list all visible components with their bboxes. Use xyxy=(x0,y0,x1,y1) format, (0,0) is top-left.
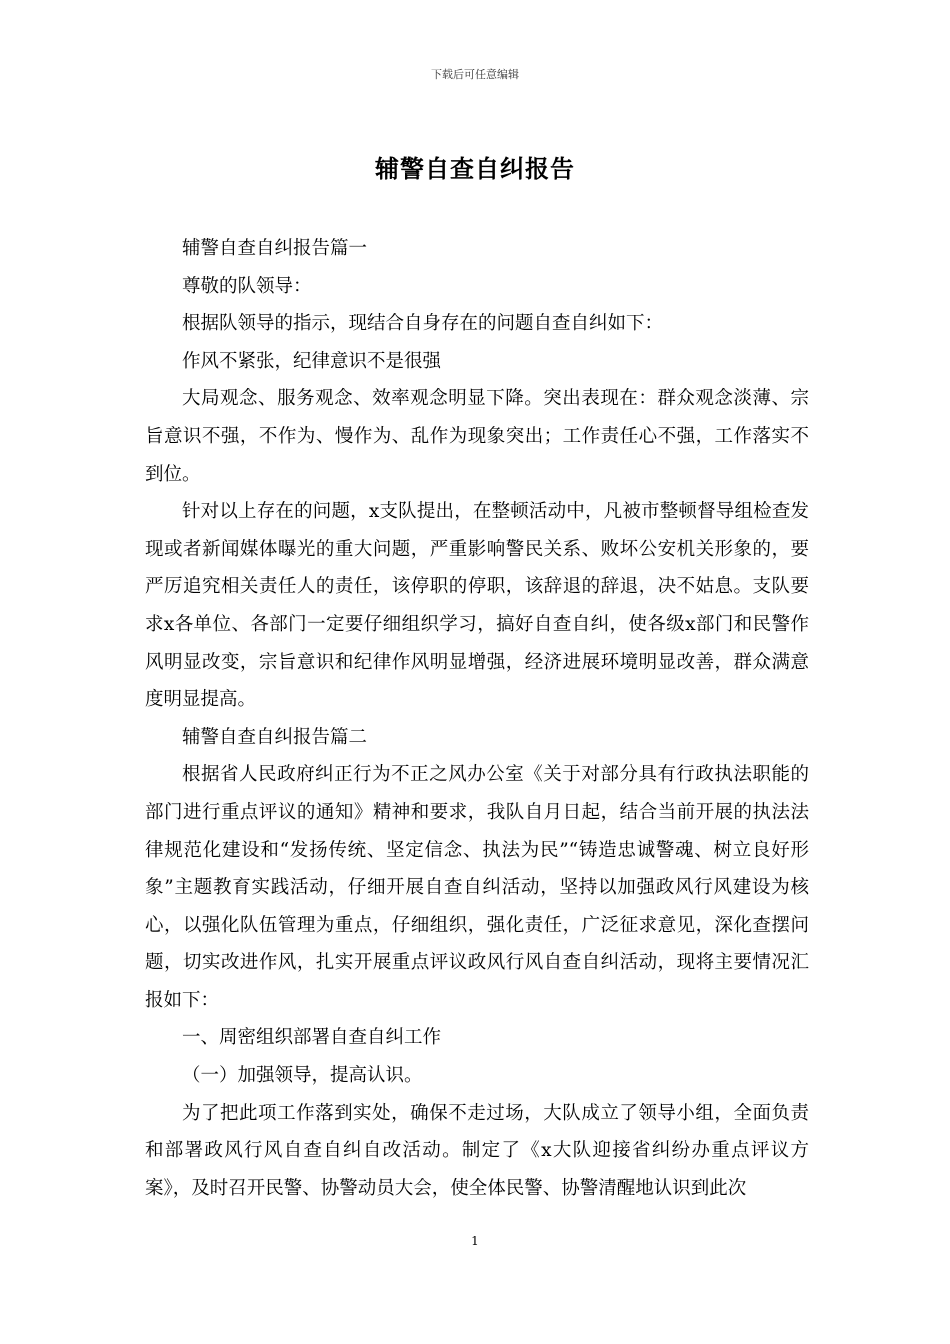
header-note: 下载后可任意编辑 xyxy=(431,68,519,81)
paragraph-leadership: 为了把此项工作落到实处，确保不走过场，大队成立了领导小组，全面负责和部署政风行风自查自纠自改活动。制定了《x大队迎接省纠纷办重点评议方案》，及时召开民警、协警动员大会，使全体民警、协警清醒地认识到此次 xyxy=(145,1102,809,1199)
paragraph-background: 根据省人民政府纠正行为不正之风办公室《关于对部分具有行政执法职能的部门进行重点评议的通知》精神和要求，我队自月日起，结合当前开展的执法法律规范化建设和“发扬传统、坚定信念、执法为民”“铸造忠诚警魂、树立良好形象”主题教育实践活动，仔细开展自查自纠活动，坚持以加强政风行风建设为核心，以强化队伍管理为重点，仔细组织，强化责任，广泛征求意见，深化查摆问题，切实改进作风，扎实开展重点评议政风行风自查自纠活动，现将主要情况汇报如下： xyxy=(145,764,809,1011)
paragraph-issue: 作风不紧张，纪律意识不是很强 xyxy=(182,350,442,372)
paragraph-measures: 针对以上存在的问题，x支队提出，在整顿活动中，凡被市整顿督导组检查发现或者新闻媒体曝光的重大问题，严重影响警民关系、败坏公安机关形象的，要严厉追究相关责任人的责任，该停职的停职，该辞退的辞退，决不姑息。支队要求x各单位、各部门一定要仔细组织学习，搞好自查自纠，使各级x部门和民警作风明显改变，宗旨意识和纪律作风明显增强，经济进展环境明显改善，群众满意度明显提高。 xyxy=(145,501,809,711)
document-title: 辅警自查自纠报告 xyxy=(375,154,575,183)
salutation: 尊敬的队领导： xyxy=(182,275,312,297)
paragraph-intro: 根据队领导的指示，现结合自身存在的问题自查自纠如下： xyxy=(182,313,664,335)
subheading-1: 一、周密组织部署自查自纠工作 xyxy=(182,1027,442,1049)
document-body xyxy=(145,230,809,1207)
page-number: 1 xyxy=(471,1234,479,1248)
subheading-1-1: （一）加强领导，提高认识。 xyxy=(182,1065,423,1087)
paragraph-details: 大局观念、服务观念、效率观念明显下降。突出表现在：群众观念淡薄、宗旨意识不强，不作为、慢作为、乱作为现象突出；工作责任心不强，工作落实不到位。 xyxy=(145,388,809,485)
section-heading-2: 辅警自查自纠报告篇二 xyxy=(182,726,368,748)
section-heading-1: 辅警自查自纠报告篇一 xyxy=(182,238,368,259)
